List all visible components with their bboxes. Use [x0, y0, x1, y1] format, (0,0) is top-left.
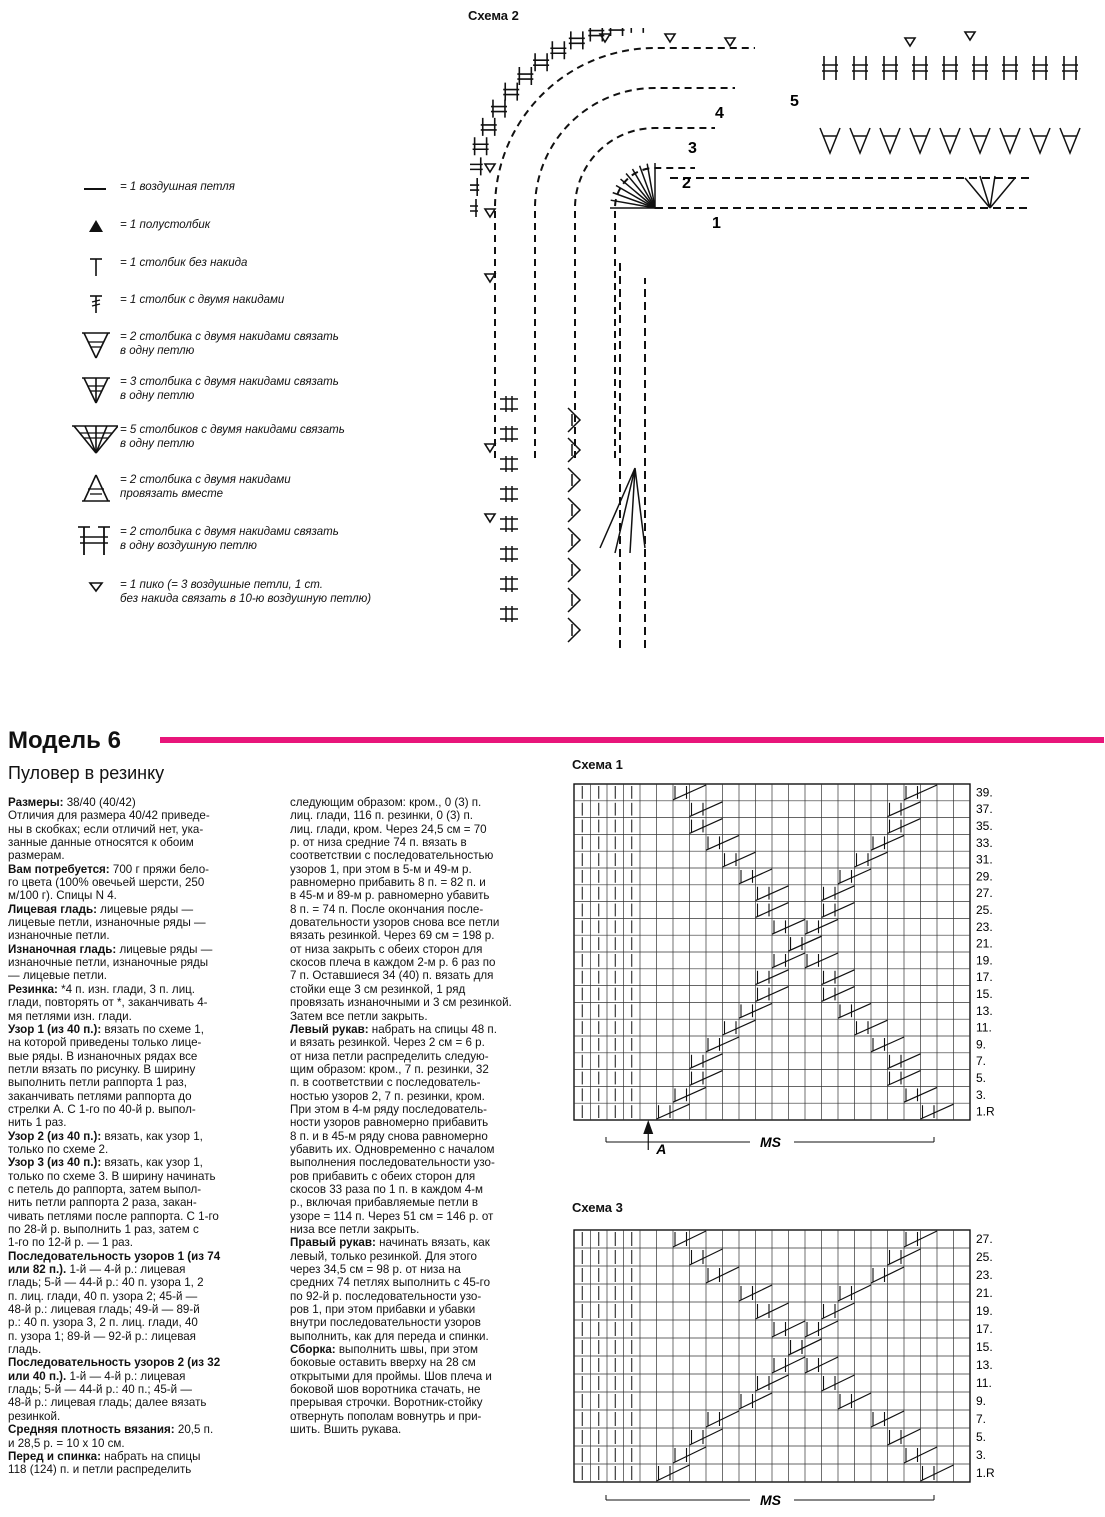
section-text: вязать, как узор 1, только по схеме 2. [8, 1129, 203, 1156]
section-text: следующим образом: кром., 0 (3) п. лиц. глади, 116 п. резинки, 0 (3) п. лиц. глади, кром. Через 24,5 см = 70 р. от низа средние 74 п. вязать в соответствии с последовательностью узоров 1, при этом в 5-м и 49-м р. равномерно прибавить 8 п. = 82 п. и в 45-м и 89-м р. равномерно убавить 8 п. = 74 п. После окончания после- довательности узоров снова все петли вязать резинкой. Через 69 см = 198 р. от низа закрыть с обеих сторон для скосов плеча в каждом 2-м р. 6 раз по 7 п. Оставшиеся 34 (40) п. вязать для стойки еще 3 см резинкой, 1 ряд провязать изнаночными и 3 см резинкой. Затем все петли закрыть. [290, 796, 512, 1023]
section-text: 20,5 п. и 28,5 р. = 10 х 10 см. [8, 1423, 214, 1450]
double-treble-pair [500, 606, 518, 622]
cluster-stitch [970, 128, 990, 153]
row-number: 1.R [976, 1466, 995, 1480]
section-heading: Лицевая гладь: [8, 902, 97, 916]
schema1-title: Схема 1 [572, 757, 623, 772]
cluster-stitch [1030, 128, 1050, 153]
schema3-title: Схема 3 [572, 1200, 623, 1215]
section-text: лицевые ряды — лицевые петли, изнаночные ряды — изнаночные петли. [8, 902, 206, 943]
picot-icon [485, 444, 495, 452]
section-text: 1-й — 4-й р.: лицевая гладь; 5-й — 44-й р.: 40 п. узора 1, 2 п. лиц. глади, 40 п. узора 2; 45-й — 48-й р.: лицевая гладь; 49-й — 89-й р.: 40 п. узора 3, 2 п. лиц. глади, 40 п. узора 1; 89-й — 92-й р.: лицевая гладь. [8, 1263, 204, 1357]
row-number: 9. [976, 1037, 987, 1052]
double-treble-pair [491, 100, 507, 118]
double-treble-pair [609, 28, 625, 36]
picot-icon [485, 209, 495, 217]
section-heading: Средняя плотность вязания: [8, 1423, 175, 1437]
round-arc [535, 88, 735, 458]
row-number: 15. [976, 1340, 993, 1354]
model-subtitle: Пуловер в резинку [8, 763, 165, 783]
double-treble-pair [550, 41, 566, 59]
two-dtr-same-chain-icon [70, 525, 118, 557]
row-number: 25. [976, 1250, 993, 1264]
section-text: начинать вязать, как левый, только резинкой. Для этого через 34,5 см = 98 р. от низа на средних 74 петлях выполнить с 45-го по 92-й р. последовательности узо- ров 1, при этом прибавки и убавки внутри последовательности узоров выполнить, как для переда и спинки. [290, 1236, 491, 1343]
picot-icon [725, 38, 735, 46]
section-text: лицевые ряды — изнаночные петли, изнаночные ряды — лицевые петли. [8, 942, 213, 983]
double-treble-pair [912, 56, 928, 80]
round-number: 2 [682, 175, 691, 192]
row-number: 15. [976, 987, 993, 1001]
row-number: 11. [976, 1020, 992, 1035]
cluster-stitch [568, 528, 580, 552]
section-heading: Вам потребуется: [8, 862, 110, 876]
cluster-stitch [568, 558, 580, 582]
picot-icon [665, 34, 675, 42]
section-text: вязать, как узор 1, только по схеме 3. В ширину начинать с петель до раппорта, затем выпол- нить петли раппорта 2 раза, закан- чивать петлями после раппорта. С 1-го по 28-й р. выполнить 1 раз, затем с 1-го по 12-й р. — 1 раз. [8, 1156, 219, 1250]
knitting-chart-3 [566, 1218, 1046, 1514]
double-treble-pair [500, 396, 518, 412]
model-title: Модель 6 [8, 727, 121, 754]
round-arc [615, 168, 695, 458]
cluster-stitch [568, 468, 580, 492]
section-heading: Последовательность узоров 2 (из 32 или 40 п.). [8, 1356, 221, 1383]
single-crochet-icon [70, 218, 118, 234]
cluster-stitch [1000, 128, 1020, 153]
repeat-label: MS [760, 1134, 781, 1150]
row-number: 37. [976, 802, 993, 817]
row-number: 7. [976, 1054, 987, 1069]
schema2-title: Схема 2 [468, 8, 519, 23]
double-treble-pair [822, 56, 838, 80]
double-treble-pair [470, 178, 479, 196]
row-number: 9. [976, 1394, 987, 1408]
double-treble-pair [629, 28, 645, 33]
arrow-icon [643, 1120, 653, 1134]
double-treble-pair [503, 83, 519, 101]
arrow-label: A [656, 1141, 667, 1157]
row-number: 13. [976, 1358, 993, 1372]
section-text: вязать по схеме 1, на которой приведены только лице- вые ряды. В изнаночных рядах все петли вязать по рисунку. В ширину выполнить петли раппорта 1 раз, заканчивать петлями раппорта до стрелки А. С 1-го по 40-й р. выпол- нить 1 раз. [8, 1022, 204, 1130]
double-treble-icon [70, 293, 118, 315]
double-treble-pair [473, 137, 489, 155]
cluster-stitch [1060, 128, 1080, 153]
section-heading: Перед и спинка: [8, 1449, 101, 1463]
row-number: 21. [976, 1286, 993, 1300]
section-heading: Последовательность узоров 1 (из 74 или 82 п.). [8, 1249, 221, 1277]
picot-icon [965, 32, 975, 40]
fan-stitch [965, 176, 1015, 208]
row-number: 17. [976, 1322, 993, 1336]
row-number: 5. [976, 1430, 987, 1444]
row-number: 23. [976, 919, 993, 934]
double-treble-pair [470, 157, 483, 175]
section-heading: Размеры: [8, 796, 64, 809]
cluster-stitch [880, 128, 900, 153]
section-heading: Правый рукав: [290, 1236, 376, 1250]
row-number: 33. [976, 835, 993, 850]
double-treble-pair [500, 426, 518, 442]
double-treble-pair [500, 456, 518, 472]
row-number: 3. [976, 1448, 987, 1462]
section-text: набрать на спицы 118 (124) п. и петли распределить [8, 1449, 201, 1477]
row-number: 27. [976, 886, 993, 901]
two-dtr-together-icon [70, 330, 118, 360]
accent-rule [160, 737, 1104, 743]
instructions-column-1 [8, 796, 270, 1477]
double-treble-pair [1002, 56, 1018, 80]
double-treble-pair [500, 576, 518, 592]
section-heading: Левый рукав: [290, 1022, 369, 1036]
double-treble-pair [517, 67, 533, 85]
double-treble-pair [1032, 56, 1048, 80]
section-heading: Узор 2 (из 40 п.): [8, 1129, 102, 1143]
picot-icon [70, 578, 118, 594]
chain-icon [70, 180, 118, 196]
instructions-column-2 [290, 796, 544, 1437]
double-treble-pair [500, 486, 518, 502]
section-text: 1-й — 4-й р.: лицевая гладь; 5-й — 44-й р.: 40 п.; 45-й — 48-й р.: лицевая гладь; далее вязать резинкой. [8, 1369, 207, 1423]
two-dtr-decrease-icon [70, 473, 118, 505]
repeat-label: MS [760, 1492, 781, 1508]
double-treble-pair [942, 56, 958, 80]
section-text: набрать на спицы 48 п. и вязать резинкой. Через 2 см = 6 р. от низа петли распределить следую- щим образом: кром., 7 п. резинки, 32 п. в соответствии с последователь- ностью узоров 2, 7 п. резинки, кром. При этом в 4-м ряду последователь- ности узоров равномерно прибавить 8 п. и в 45-м ряду снова равномерно убавить их. Одновременно с началом выполнения последовательности узо- ров прибавить с обеих сторон для скосов 33 раза по 1 п. в каждом 4-м р., включая прибавляемые петли в узоре = 114 п. Через 51 см = 146 р. от низа все петли закрыть. [290, 1022, 497, 1236]
cluster-stitch [850, 128, 870, 153]
section-text: 38/40 (40/42) Отличия для размера 40/42 приведе- ны в скобках; если отличий нет, ука- занные данные относятся к обоим размерам. [8, 796, 210, 863]
crochet-diagram [470, 28, 1100, 668]
chain-row [620, 178, 1030, 648]
row-number: 17. [976, 970, 993, 985]
row-number: 19. [976, 953, 993, 968]
cluster-stitch [910, 128, 930, 153]
double-treble-pair [500, 546, 518, 562]
round-number: 4 [715, 105, 724, 122]
row-number: 19. [976, 1304, 993, 1318]
section-text: выполнить швы, при этом боковые оставить вверху на 28 см открытыми для проймы. Шов плеча и боковой шов воротника стачать, не прерывая строчки. Воротник-стойку отвернуть пополам вовнутрь и при- шить. Вшить рукава. [290, 1343, 492, 1437]
cluster-stitch [568, 498, 580, 522]
round-number: 3 [688, 140, 697, 157]
row-number: 31. [976, 852, 993, 867]
cluster-stitch [940, 128, 960, 153]
row-number: 1.R [976, 1104, 995, 1119]
row-number: 21. [976, 936, 993, 951]
double-treble-pair [972, 56, 988, 80]
knitting-chart-1 [566, 772, 1046, 1172]
row-number: 39. [976, 785, 993, 800]
row-number: 3. [976, 1087, 987, 1102]
section-text: *4 п. изн. глади, 3 п. лиц. глади, повторять от *, заканчивать 4- мя петлями изн. глади. [8, 982, 208, 1023]
section-heading: Узор 1 (из 40 п.): [8, 1022, 102, 1036]
section-text: 700 г пряжи бело- го цвета (100% овечьей шерсти, 250 м/100 г). Спицы N 4. [8, 862, 210, 903]
stitch-no-yo-icon [70, 256, 118, 278]
row-number: 27. [976, 1232, 993, 1246]
cluster-stitch [820, 128, 840, 153]
section-heading: Сборка: [290, 1343, 336, 1357]
row-number: 23. [976, 1268, 993, 1282]
double-treble-pair [500, 516, 518, 532]
section-heading: Узор 3 (из 40 п.): [8, 1156, 102, 1170]
double-treble-pair [882, 56, 898, 80]
five-dtr-together-icon [70, 423, 118, 455]
three-dtr-together-icon [70, 375, 118, 405]
cluster-stitch [568, 618, 580, 642]
picot-icon [905, 38, 915, 46]
double-treble-pair [470, 199, 478, 217]
round-number: 1 [712, 215, 721, 232]
section-heading: Изнаночная гладь: [8, 942, 117, 956]
picot-icon [485, 274, 495, 282]
double-treble-pair [1062, 56, 1078, 80]
double-treble-pair [569, 31, 585, 49]
picot-icon [485, 164, 495, 172]
section-heading: Резинка: [8, 982, 58, 996]
row-number: 5. [976, 1071, 987, 1085]
row-number: 13. [976, 1003, 993, 1018]
double-treble-pair [852, 56, 868, 80]
row-number: 11. [976, 1376, 992, 1390]
double-treble-pair [481, 118, 497, 136]
row-number: 35. [976, 819, 993, 833]
round-number: 5 [790, 93, 799, 110]
picot-icon [485, 514, 495, 522]
fan-stitch [600, 468, 645, 553]
cluster-stitch [568, 588, 580, 612]
row-number: 29. [976, 869, 993, 884]
row-number: 7. [976, 1412, 987, 1426]
row-number: 25. [976, 903, 993, 917]
double-treble-pair [533, 53, 549, 71]
